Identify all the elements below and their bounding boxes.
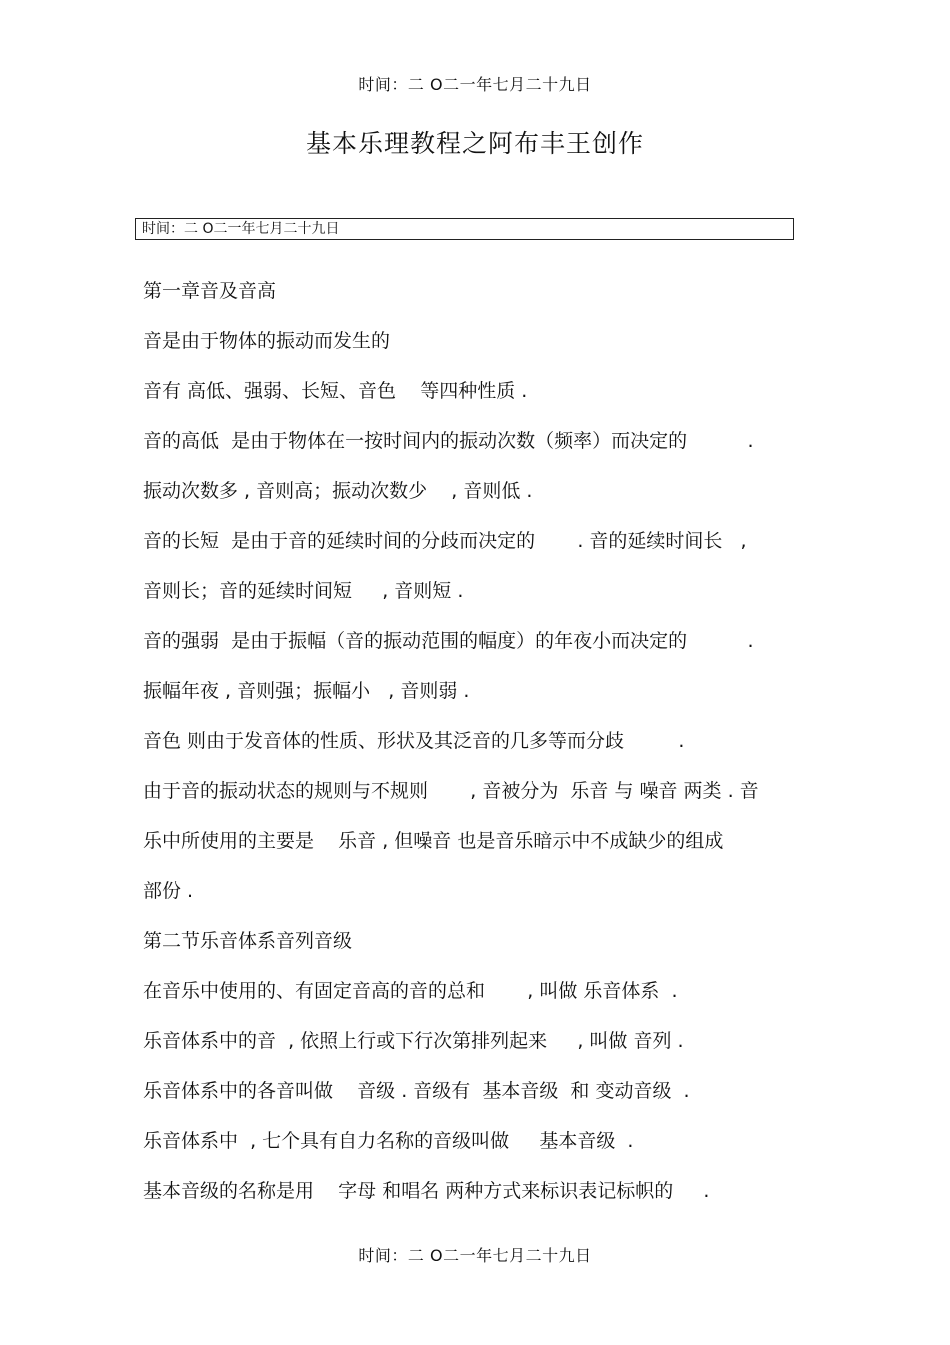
body-line: 乐音体系中的音 , 依照上行或下行次第排列起来 , 叫做 音列 . [143,1030,684,1052]
body-line: 乐音体系中的各音叫做 音级 . 音级有 基本音级 和 变动音级 . [143,1080,690,1102]
body-line: 振幅年夜 , 音则强；振幅小 , 音则弱 . [143,680,470,702]
body-line: 音的高低 是由于物体在一按时间内的振动次数（频率）而决定的 . [143,430,754,452]
body-line: 部份 . [143,880,194,902]
document-title: 基本乐理教程之阿布丰王创作 [305,129,644,158]
body-line: 基本音级的名称是用 字母 和唱名 两种方式来标识表记标帜的 . [143,1180,710,1202]
page-footer-date: 时间：二 O二一年七月二十九日 [358,1246,592,1265]
body-line: 音色 则由于发音体的性质、形状及其泛音的几多等而分歧 . [143,730,685,752]
body-line: 音是由于物体的振动而发生的 [143,330,391,352]
body-line: 音的长短 是由于音的延续时间的分歧而决定的 . 音的延续时间长 , [143,530,747,552]
document-body [143,272,813,1222]
body-line: 音则长；音的延续时间短 , 音则短 . [143,580,464,602]
body-line: 振动次数多 , 音则高；振动次数少 , 音则低 . [143,480,533,502]
body-line: 乐中所使用的主要是 乐音 , 但噪音 也是音乐暗示中不成缺少的组成 [143,830,724,852]
body-line: 音的强弱 是由于振幅（音的振动范围的幅度）的年夜小而决定的 . [143,630,754,652]
body-line: 在音乐中使用的、有固定音高的音的总和 , 叫做 乐音体系 . [143,980,678,1002]
section-heading: 第二节乐音体系音列音级 [143,930,353,952]
chapter-heading: 第一章音及音高 [143,280,277,302]
page-header-date: 时间：二 O二一年七月二十九日 [358,75,592,94]
boxed-date-line: 时间：二 O二一年七月二十九日 [135,218,794,240]
body-line: 音有 高低、强弱、长短、音色 等四种性质 . [143,380,528,402]
body-line: 由于音的振动状态的规则与不规则 , 音被分为 乐音 与 噪音 两类 . 音 [143,780,759,802]
body-line: 乐音体系中 , 七个具有自力名称的音级叫做 基本音级 . [143,1130,634,1152]
